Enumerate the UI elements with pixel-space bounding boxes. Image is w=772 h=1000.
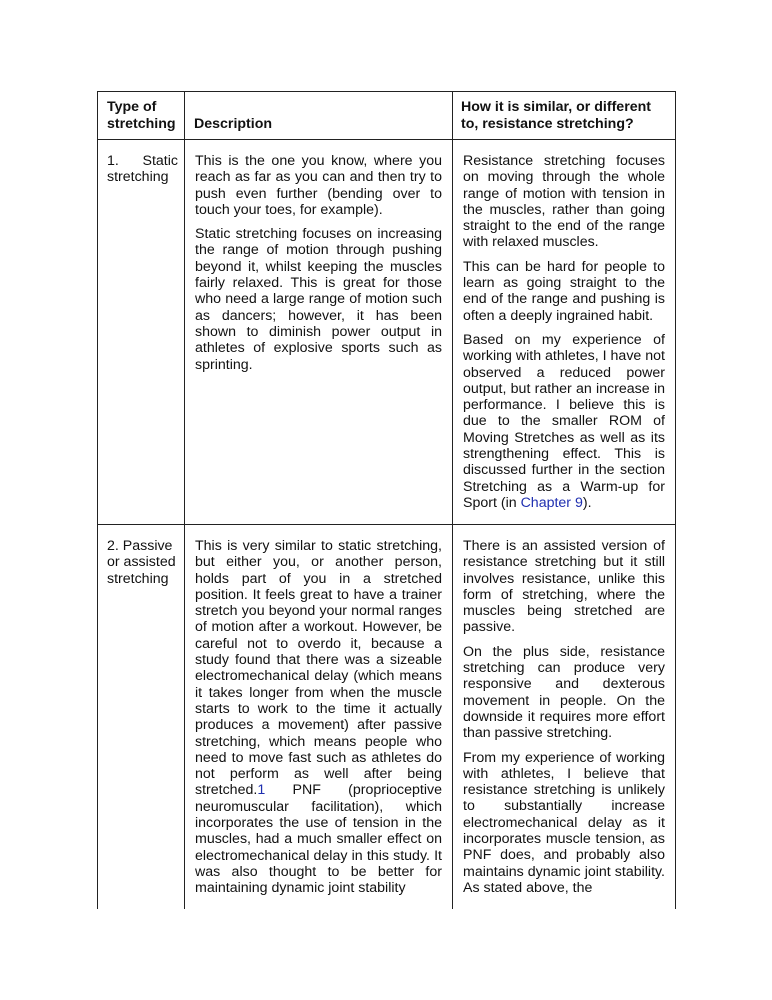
row1-similarity-para3-text: Based on my experience of working with athletes, I have not observed a reduced power output, but rather an increase in performance. I believe this is due to the smaller ROM of Moving Stretches as well as its strengthening effect. This is discussed further in the section Stretching as a Warm-up for Sport (in xyxy=(463,331,665,511)
header-similarity: How it is similar, or different to, resistance stretching? xyxy=(453,92,676,140)
row2-type-cell xyxy=(98,525,185,910)
row2-similarity-para3: From my experience of working with athletes, I believe that resistance stretching is unlikely to substantially increase electromechanical delay as it incorporates muscle tension, as PNF does, and probably also maintains dynamic joint stability. As stated above, the xyxy=(463,749,665,896)
footnote-1-link[interactable]: 1 xyxy=(257,782,266,799)
row2-description-cell xyxy=(185,525,453,910)
row1-similarity-cell xyxy=(453,140,676,525)
header-type: Type of stretching xyxy=(98,92,185,140)
row1-similarity-para1: Resistance stretching focuses on moving through the whole range of motion with tension in the muscles, rather than going straight to the end of the range with relaxed muscles. xyxy=(463,153,665,251)
row1-type-cell xyxy=(98,140,185,525)
table-row xyxy=(98,140,676,525)
row1-similarity-para3-end: ). xyxy=(582,494,592,511)
row2-similarity-para1: There is an assisted version of resistance stretching but it still involves resistance, unlike this form of stretching, where the muscles being stretched are passive. xyxy=(463,538,665,636)
row2-similarity-para2: On the plus side, resistance stretching can produce very responsive and dexterous movement in people. On the downside it requires more effort than passive stretching. xyxy=(463,643,665,742)
row2-description-text: This is very similar to static stretching, but either you, or another person, holds part of you in a stretched position. It feels great to have a trainer stretch you beyond your normal ranges of motion after a workout. However, be careful not to overdo it, because a study found that there was a sizeable electromechanical delay (which means it takes longer from when the muscle starts to work to the time it actually produces a movement) after passive stretching, which means people who need to move fast such as athletes do not perform as well after being stretched. xyxy=(195,538,442,799)
table-row xyxy=(98,525,676,910)
row1-type: 1. Static stretching xyxy=(107,153,178,186)
chapter-9-link[interactable]: Chapter 9 xyxy=(520,494,583,511)
row2-type: 2. Passive or assisted stretching xyxy=(107,538,176,587)
table-header-row xyxy=(98,92,676,140)
row2-description-text-cont: PNF (proprioceptive neuromuscular facilitation), which incorporates the use of tension in the muscles, had a much smaller effect on electromechanical delay in this study. It was also thought to be better for maintaining dynamic joint stability xyxy=(195,782,442,897)
row1-similarity-para2: This can be hard for people to learn as going straight to the end of the range and pushing is often a deeply ingrained habit. xyxy=(463,258,665,324)
row1-similarity-para3 xyxy=(463,332,665,511)
stretching-comparison-table xyxy=(97,91,676,909)
row1-description-para2: Static stretching focuses on increasing the range of motion through pushing beyond it, whilst keeping the muscles fairly relaxed. This is great for those who need a large range of motion such as dancers; however, it has been shown to diminish power output in athletes of explosive sports such as sprinting. xyxy=(195,226,442,373)
row2-similarity-cell xyxy=(453,525,676,910)
row2-description-para1 xyxy=(195,538,442,897)
header-description: Description xyxy=(185,92,453,140)
row1-description-cell xyxy=(185,140,453,525)
row1-description-para1: This is the one you know, where you reach as far as you can and then try to push even further (bending over to touch your toes, for example). xyxy=(195,153,442,218)
